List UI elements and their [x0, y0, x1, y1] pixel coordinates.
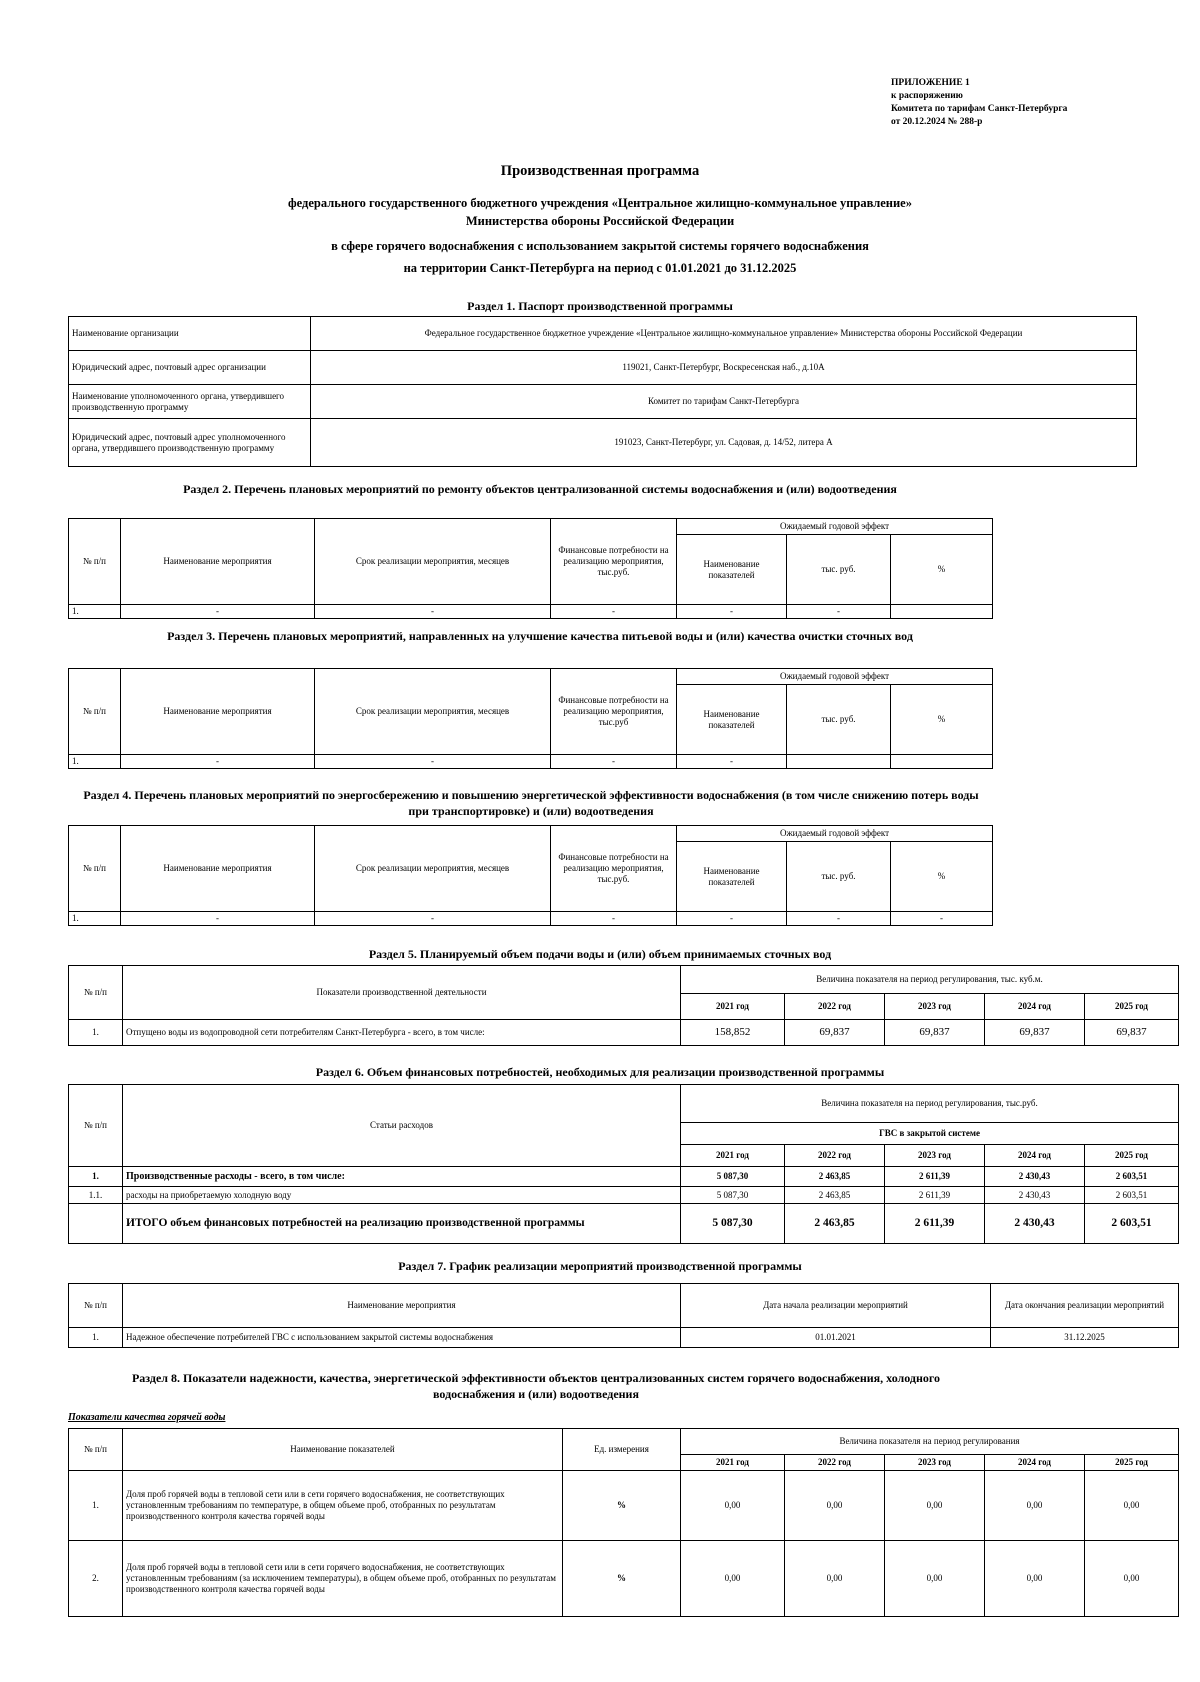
- appendix-line: ПРИЛОЖЕНИЕ 1: [891, 78, 970, 88]
- col-header-term: Срок реализации мероприятия, месяцев: [315, 519, 551, 605]
- table-row: [69, 1187, 1179, 1204]
- section6-title: Раздел 6. Объем финансовых потребностей, необходимых для реализации производственной программы: [315, 1065, 885, 1079]
- cell: -: [891, 912, 993, 926]
- col-header-pct: %: [891, 535, 993, 605]
- col-header-financing: Финансовые потребности на реализацию мероприятия, тыс.руб: [551, 669, 677, 755]
- appendix-block: [891, 77, 1067, 129]
- table-row: [69, 1541, 1179, 1617]
- col-header-financing: Финансовые потребности на реализацию мероприятия, тыс.руб.: [551, 826, 677, 912]
- cell-value: 0,00: [681, 1471, 785, 1541]
- cell-num: 1.: [69, 912, 121, 926]
- col-header-year: 2023 год: [885, 994, 985, 1020]
- col-header-num: № п/п: [69, 1429, 123, 1471]
- section8-title: Раздел 8. Показатели надежности, качества, энергетической эффективности объектов централизованных систем горячего водоснабжения, холодного водоснабжения и (или) водоотведения: [131, 1371, 941, 1401]
- cell-value: 2 430,43: [985, 1167, 1085, 1187]
- cell-value: 5 087,30: [681, 1187, 785, 1204]
- cell-num: 1.: [69, 1167, 123, 1187]
- cell-total-value: 2 463,85: [785, 1204, 885, 1244]
- col-header-name: Наименование мероприятия: [121, 669, 315, 755]
- passport-label: Юридический адрес, почтовый адрес уполномоченного органа, утвердившего производственную программу: [69, 419, 311, 467]
- section5-title: Раздел 5. Планируемый объем подачи воды и (или) объем принимаемых сточных вод: [368, 947, 832, 961]
- col-header-effect: Ожидаемый годовой эффект: [677, 669, 993, 685]
- col-header-unit: Ед. измерения: [563, 1429, 681, 1471]
- cell-value: 69,837: [985, 1020, 1085, 1046]
- subtitle-line: Министерства обороны Российской Федерации: [465, 214, 735, 228]
- cell: -: [677, 912, 787, 926]
- cell-num: 1.: [69, 1020, 123, 1046]
- section7-title: Раздел 7. График реализации мероприятий производственной программы: [398, 1259, 802, 1273]
- col-header-indicators: Наименование показателей: [677, 535, 787, 605]
- section8-table: [68, 1428, 1179, 1617]
- col-header-start: Дата начала реализации мероприятий: [681, 1284, 991, 1328]
- passport-label: Наименование организации: [69, 317, 311, 351]
- subtitle-line: в сфере горячего водоснабжения с использованием закрытой системы горячего водоснабжения: [331, 239, 869, 253]
- col-header-num: № п/п: [69, 1284, 123, 1328]
- passport-value: 191023, Санкт-Петербург, ул. Садовая, д. 14/52, литера А: [311, 419, 1137, 467]
- col-header-end: Дата окончания реализации мероприятий: [991, 1284, 1179, 1328]
- cell-value: 0,00: [1085, 1471, 1179, 1541]
- col-header-year: 2025 год: [1085, 994, 1179, 1020]
- cell: -: [315, 912, 551, 926]
- cell-name: расходы на приобретаемую холодную воду: [123, 1187, 681, 1204]
- cell-unit: %: [563, 1541, 681, 1617]
- appendix-line: Комитета по тарифам Санкт-Петербурга: [891, 104, 1068, 114]
- table-total-row: [69, 1204, 1179, 1244]
- col-header-indicators: Наименование показателей: [677, 842, 787, 912]
- cell-value: 0,00: [985, 1541, 1085, 1617]
- cell: -: [551, 912, 677, 926]
- col-header-rub: тыс. руб.: [787, 842, 891, 912]
- cell: -: [551, 605, 677, 619]
- cell: -: [677, 605, 787, 619]
- col-header-num: № п/п: [69, 669, 121, 755]
- section8-subheading: Показатели качества горячей воды: [68, 1412, 226, 1423]
- col-header-value: Величина показателя на период регулирования, тыс.руб.: [681, 1085, 1179, 1123]
- cell: [891, 605, 993, 619]
- cell-total-value: 2 430,43: [985, 1204, 1085, 1244]
- col-header-year: 2024 год: [985, 1145, 1085, 1167]
- cell-total-name: ИТОГО объем финансовых потребностей на реализацию производственной программы: [123, 1204, 681, 1244]
- col-header-num: № п/п: [69, 1085, 123, 1167]
- col-header-year: 2021 год: [681, 1145, 785, 1167]
- table-row: [69, 1471, 1179, 1541]
- col-header-year: 2024 год: [985, 994, 1085, 1020]
- cell: -: [551, 755, 677, 769]
- cell-num: 1.: [69, 605, 121, 619]
- cell-value: 2 611,39: [885, 1167, 985, 1187]
- col-header-effect: Ожидаемый годовой эффект: [677, 519, 993, 535]
- section5-table: [68, 965, 1179, 1046]
- passport-value: Комитет по тарифам Санкт-Петербурга: [311, 385, 1137, 419]
- col-header-year: 2023 год: [885, 1145, 985, 1167]
- section2-title: Раздел 2. Перечень плановых мероприятий по ремонту объектов централизованной системы водоснабжения и (или) водоотведения: [183, 482, 897, 496]
- cell: [891, 755, 993, 769]
- col-header-num: № п/п: [69, 966, 123, 1020]
- col-header-financing: Финансовые потребности на реализацию мероприятия, тыс.руб.: [551, 519, 677, 605]
- cell-name: Надежное обеспечение потребителей ГВС с использованием закрытой системы водоснабжения: [123, 1328, 681, 1348]
- col-header-year: 2024 год: [985, 1455, 1085, 1471]
- section4-table: [68, 825, 993, 926]
- cell-name: Доля проб горячей воды в тепловой сети или в сети горячего водоснабжения, не соответствующих установленным требованиям (за исключением температуры), в общем объеме проб, отобранных по результатам производственного контроля качества горячей воды: [123, 1541, 563, 1617]
- cell: -: [315, 755, 551, 769]
- cell-value: 0,00: [885, 1471, 985, 1541]
- cell-name: Доля проб горячей воды в тепловой сети или в сети горячего водоснабжения, не соответствующих установленным требованиям по температуре, в общем объеме проб, отобранных по результатам производственного контроля качества горячей воды: [123, 1471, 563, 1541]
- col-header-indicators: Наименование показателей: [677, 685, 787, 755]
- document-title: Производственная программа: [500, 163, 700, 179]
- col-header-effect: Ожидаемый годовой эффект: [677, 826, 993, 842]
- cell-value: 2 463,85: [785, 1167, 885, 1187]
- table-row: [69, 1167, 1179, 1187]
- cell-value: 2 463,85: [785, 1187, 885, 1204]
- col-header-year: 2022 год: [785, 1145, 885, 1167]
- cell-value: 0,00: [681, 1541, 785, 1617]
- cell-num: 1.: [69, 1328, 123, 1348]
- cell-unit: %: [563, 1471, 681, 1541]
- cell-num: 1.: [69, 1471, 123, 1541]
- cell-value: 2 603,51: [1085, 1167, 1179, 1187]
- col-header-name: Наименование мероприятия: [121, 519, 315, 605]
- section1-title: Раздел 1. Паспорт производственной программы: [467, 299, 733, 313]
- col-header-system: ГВС в закрытой системе: [681, 1123, 1179, 1145]
- cell: -: [315, 605, 551, 619]
- cell: -: [677, 755, 787, 769]
- col-header-year: 2025 год: [1085, 1455, 1179, 1471]
- col-header-num: № п/п: [69, 826, 121, 912]
- cell-total-value: 2 603,51: [1085, 1204, 1179, 1244]
- section6-table: [68, 1084, 1179, 1244]
- appendix-line: от 20.12.2024 № 288-р: [891, 117, 983, 127]
- section4-title: Раздел 4. Перечень плановых мероприятий по энергосбережению и повышению энергетической эффективности водоснабжения (в том числе снижению потерь воды при транспортировке) и (или) водоотведения: [83, 788, 979, 818]
- cell-value: 2 430,43: [985, 1187, 1085, 1204]
- cell-value: 69,837: [785, 1020, 885, 1046]
- col-header-rub: тыс. руб.: [787, 685, 891, 755]
- col-header-year: 2021 год: [681, 994, 785, 1020]
- cell-end: 31.12.2025: [991, 1328, 1179, 1348]
- cell-total-value: 5 087,30: [681, 1204, 785, 1244]
- cell-num: [69, 1204, 123, 1244]
- cell: -: [121, 912, 315, 926]
- subtitle-line: на территории Санкт-Петербурга на период с 01.01.2021 до 31.12.2025: [403, 261, 797, 275]
- appendix-line: к распоряжению: [891, 91, 963, 101]
- passport-label: Наименование уполномоченного органа, утвердившего производственную программу: [69, 385, 311, 419]
- cell: -: [121, 605, 315, 619]
- cell-value: 0,00: [785, 1541, 885, 1617]
- section3-table: [68, 668, 993, 769]
- section3-title: Раздел 3. Перечень плановых мероприятий, направленных на улучшение качества питьевой воды и (или) качества очистки сточных вод: [167, 629, 913, 643]
- col-header-name: Наименование мероприятия: [123, 1284, 681, 1328]
- subtitle-line: федерального государственного бюджетного учреждения «Центральное жилищно-коммунальное управление»: [288, 196, 912, 210]
- cell-value: 69,837: [1085, 1020, 1179, 1046]
- col-header-year: 2022 год: [785, 994, 885, 1020]
- cell-value: 0,00: [1085, 1541, 1179, 1617]
- cell-num: 1.1.: [69, 1187, 123, 1204]
- cell: [787, 755, 891, 769]
- col-header-value: Величина показателя на период регулирования, тыс. куб.м.: [681, 966, 1179, 994]
- cell-value: 0,00: [785, 1471, 885, 1541]
- passport-label: Юридический адрес, почтовый адрес организации: [69, 351, 311, 385]
- cell-start: 01.01.2021: [681, 1328, 991, 1348]
- cell-name: Отпущено воды из водопроводной сети потребителям Санкт-Петербурга - всего, в том числе:: [123, 1020, 681, 1046]
- cell-num: 1.: [69, 755, 121, 769]
- col-header-year: 2023 год: [885, 1455, 985, 1471]
- col-header-indicator: Показатели производственной деятельности: [123, 966, 681, 1020]
- col-header-pct: %: [891, 842, 993, 912]
- col-header-pct: %: [891, 685, 993, 755]
- cell-value: 158,852: [681, 1020, 785, 1046]
- col-header-year: 2021 год: [681, 1455, 785, 1471]
- passport-table: [68, 316, 1137, 467]
- col-header-rub: тыс. руб.: [787, 535, 891, 605]
- cell-value: 2 603,51: [1085, 1187, 1179, 1204]
- col-header-term: Срок реализации мероприятия, месяцев: [315, 669, 551, 755]
- cell: -: [121, 755, 315, 769]
- col-header-year: 2025 год: [1085, 1145, 1179, 1167]
- table-row: [69, 1328, 1179, 1348]
- passport-value: Федеральное государственное бюджетное учреждение «Центральное жилищно-коммунальное управление» Министерства обороны Российской Федерации: [311, 317, 1137, 351]
- col-header-year: 2022 год: [785, 1455, 885, 1471]
- cell-total-value: 2 611,39: [885, 1204, 985, 1244]
- cell-value: 5 087,30: [681, 1167, 785, 1187]
- cell-value: 0,00: [885, 1541, 985, 1617]
- col-header-items: Статьи расходов: [123, 1085, 681, 1167]
- col-header-name: Наименование мероприятия: [121, 826, 315, 912]
- table-row: [69, 1020, 1179, 1046]
- cell: -: [787, 912, 891, 926]
- section2-table: [68, 518, 993, 619]
- cell-value: 2 611,39: [885, 1187, 985, 1204]
- col-header-term: Срок реализации мероприятия, месяцев: [315, 826, 551, 912]
- cell: -: [787, 605, 891, 619]
- section7-table: [68, 1283, 1179, 1348]
- col-header-num: № п/п: [69, 519, 121, 605]
- passport-value: 119021, Санкт-Петербург, Воскресенская наб., д.10А: [311, 351, 1137, 385]
- cell-value: 69,837: [885, 1020, 985, 1046]
- cell-num: 2.: [69, 1541, 123, 1617]
- cell-name: Производственные расходы - всего, в том числе:: [123, 1167, 681, 1187]
- cell-value: 0,00: [985, 1471, 1085, 1541]
- col-header-name: Наименование показателей: [123, 1429, 563, 1471]
- col-header-value: Величина показателя на период регулирования: [681, 1429, 1179, 1455]
